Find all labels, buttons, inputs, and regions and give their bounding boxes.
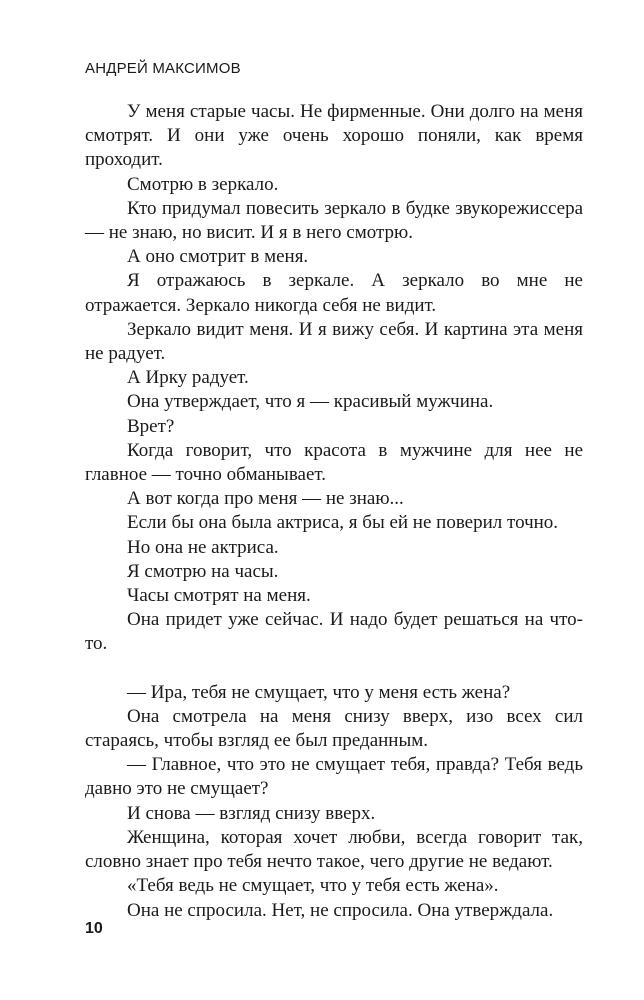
section-break (85, 657, 583, 681)
paragraph: Кто придумал повесить зеркало в будке звукорежиссера — не знаю, но висит. И я в него смотрю. (85, 197, 583, 244)
paragraph: А Ирку радует. (127, 367, 249, 389)
paragraph: Я смотрю на часы. (127, 560, 279, 582)
paragraph: Если бы она была актриса, я бы ей не поверил точно. (127, 512, 559, 534)
paragraph: И снова — взгляд снизу вверх. (127, 802, 376, 824)
paragraph: Я отражаюсь в зеркале. А зеркало во мне не отражается. Зеркало никогда себя не видит. (85, 270, 583, 316)
paragraph: Она не спросила. Нет, не спросила. Она утверждала. (127, 899, 554, 921)
dialogue-paragraph: — Ира, тебя не смущает, что у меня есть жена? (127, 681, 511, 703)
paragraph: Но она не актриса. (127, 536, 279, 558)
paragraph: Она утверждает, что я — красивый мужчина. (127, 391, 494, 413)
paragraph: Часы смотрят на меня. (127, 585, 311, 607)
paragraph: Она смотрела на меня снизу вверх, изо всех сил стараясь, чтобы взгляд ее был преданным. (85, 705, 583, 752)
paragraph: А вот когда про меня — не знаю... (127, 488, 404, 510)
dialogue-paragraph: — Главное, что это не смущает тебя, правда? Тебя ведь давно это не смущает? (85, 754, 583, 800)
paragraph: Смотрю в зеркало. (127, 173, 279, 195)
paragraph: Зеркало видит меня. И я вижу себя. И картина эта меня не радует. (85, 318, 583, 365)
paragraph: «Тебя ведь не смущает, что у тебя есть жена». (127, 875, 499, 897)
page-number: 10 (85, 920, 103, 937)
paragraph: Врет? (127, 415, 175, 437)
paragraph: Когда говорит, что красота в мужчине для нее не главное — точно обманывает. (85, 439, 583, 486)
paragraph: Женщина, которая хочет любви, всегда говорит так, словно знает про тебя нечто такое, чего другие не ведают. (85, 826, 583, 873)
paragraph: Она придет уже сейчас. И надо будет решаться на что-то. (85, 609, 583, 655)
page-body (85, 100, 583, 923)
running-header-author: АНДРЕЙ МАКСИМОВ (85, 60, 241, 77)
paragraph: А оно смотрит в меня. (127, 246, 309, 268)
paragraph: У меня старые часы. Не фирменные. Они долго на меня смотрят. И они уже очень хорошо поняли, как время проходит. (85, 101, 583, 171)
